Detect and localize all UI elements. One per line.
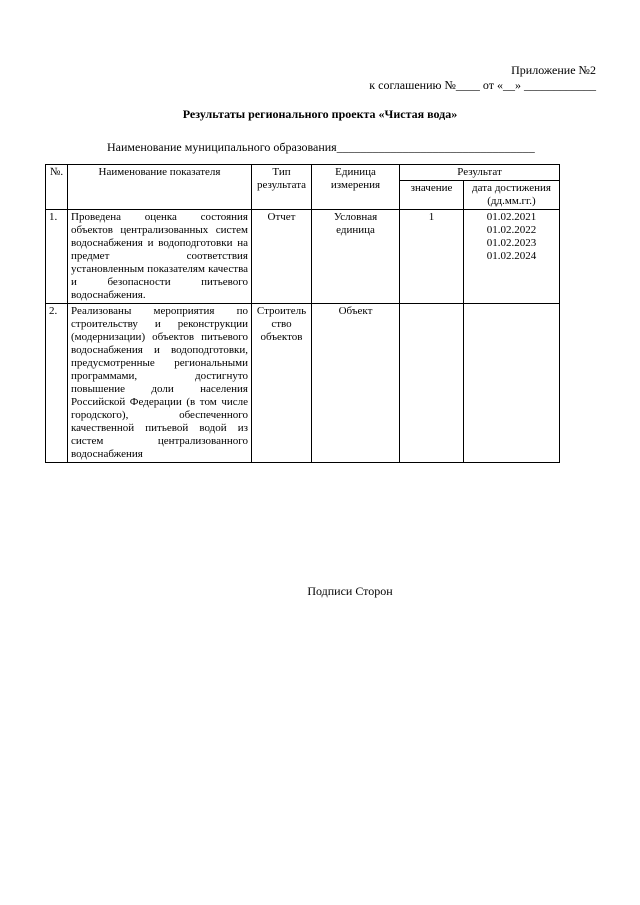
document-title: Результаты регионального проекта «Чистая вода» <box>182 107 458 121</box>
header-result: Результат <box>400 165 560 181</box>
header-name: Наименование показателя <box>68 165 252 210</box>
row-num: 1. <box>46 210 68 304</box>
table-row <box>46 304 560 463</box>
row-name: Проведена оценка состояния объектов централизованных систем водоснабжения и водоподготовки на предмет соответствия установленным показателям качества и безопасности питьевого водоснабжения. <box>68 210 252 304</box>
header-value: значение <box>400 181 464 210</box>
table-row <box>46 210 560 304</box>
header-row <box>46 165 560 181</box>
row-date: 01.02.2023 <box>486 237 537 249</box>
results-table <box>45 164 560 463</box>
row-value <box>400 304 464 463</box>
row-value: 1 <box>400 210 464 304</box>
annex-label: Приложение №2 <box>511 63 596 77</box>
row-name: Реализованы мероприятия по строительству и реконструкции (модернизации) объектов питьевого водоснабжения и водоподготовки, предусмотренные региональными программами, достигнуто повышение доли населения Российской Федерации (в том числе городского), обеспеченного качественной питьевой водой из систем централизованного водоснабжения <box>68 304 252 463</box>
row-date: 01.02.2021 <box>486 211 537 223</box>
header-type: Тип результата <box>252 165 312 210</box>
row-date: 01.02.2022 <box>486 224 537 236</box>
row-dates <box>464 304 560 463</box>
row-type: Строитель ство объектов <box>252 304 312 463</box>
row-unit: Условная единица <box>312 210 400 304</box>
row-date: 01.02.2024 <box>486 250 537 262</box>
signatures-label: Подписи Сторон <box>307 584 393 598</box>
header-num: №. <box>46 165 68 210</box>
row-unit: Объект <box>312 304 400 463</box>
row-type: Отчет <box>252 210 312 304</box>
agreement-reference: к соглашению №____ от «__» ____________ <box>369 78 596 92</box>
row-num: 2. <box>46 304 68 463</box>
header-unit: Единица измерения <box>312 165 400 210</box>
row-dates <box>464 210 560 304</box>
municipality-field: Наименование муниципального образования_________________________________ <box>107 140 535 154</box>
header-date: дата достижения (дд.мм.гг.) <box>464 181 560 210</box>
